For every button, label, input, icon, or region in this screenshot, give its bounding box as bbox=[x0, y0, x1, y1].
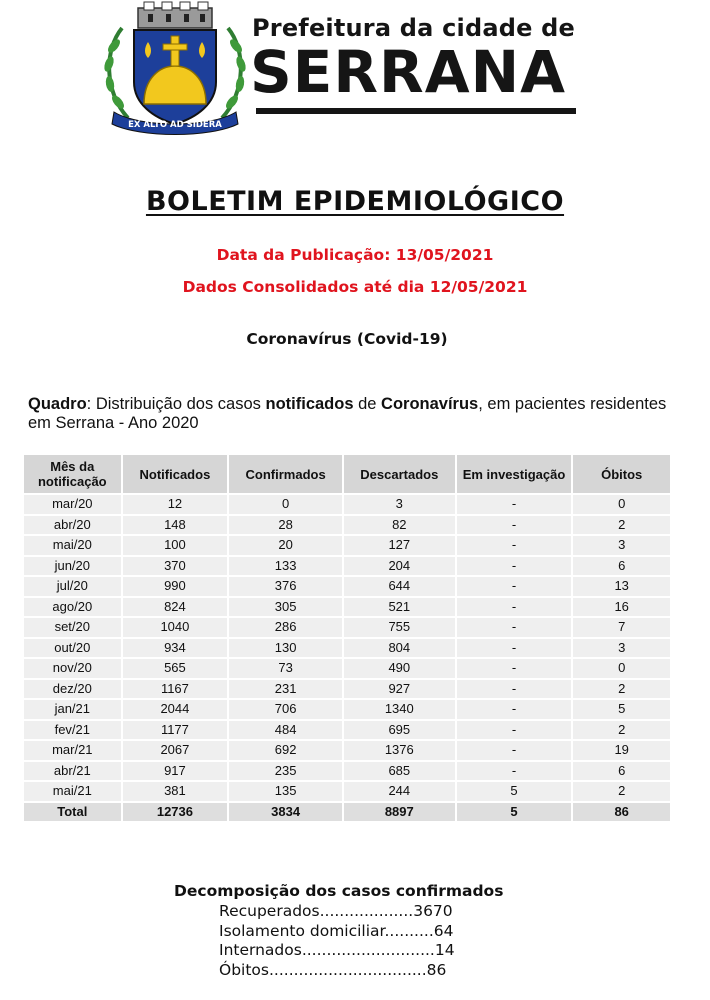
table-row bbox=[24, 577, 670, 596]
total-cell-month: Total bbox=[24, 803, 121, 822]
subject-heading: Coronavírus (Covid-19) bbox=[246, 330, 448, 348]
cell-notified: 2067 bbox=[123, 741, 228, 760]
cell-notified: 370 bbox=[123, 557, 228, 576]
table-row bbox=[24, 618, 670, 637]
cell-under-investigation: - bbox=[457, 741, 572, 760]
cell-month: jul/20 bbox=[24, 577, 121, 596]
cell-month: mai/20 bbox=[24, 536, 121, 555]
cell-confirmed: 231 bbox=[229, 680, 342, 699]
decomposition-item-home-isolation: Isolamento domiciliar..........64 bbox=[219, 921, 454, 940]
cell-deaths: 2 bbox=[573, 782, 670, 801]
cell-deaths: 0 bbox=[573, 495, 670, 514]
cases-table bbox=[22, 453, 672, 823]
cell-discarded: 127 bbox=[344, 536, 455, 555]
cell-discarded: 204 bbox=[344, 557, 455, 576]
total-cell-deaths: 86 bbox=[573, 803, 670, 822]
cell-deaths: 13 bbox=[573, 577, 670, 596]
cell-under-investigation: 5 bbox=[457, 782, 572, 801]
cell-under-investigation: - bbox=[457, 721, 572, 740]
cell-under-investigation: - bbox=[457, 680, 572, 699]
cell-confirmed: 305 bbox=[229, 598, 342, 617]
cell-month: fev/21 bbox=[24, 721, 121, 740]
cell-confirmed: 706 bbox=[229, 700, 342, 719]
consolidated-date: Dados Consolidados até dia 12/05/2021 bbox=[182, 278, 528, 296]
header-underline-bar bbox=[256, 108, 576, 114]
cell-discarded: 490 bbox=[344, 659, 455, 678]
cell-deaths: 3 bbox=[573, 536, 670, 555]
caption-text-1: : Distribuição dos casos bbox=[86, 395, 266, 413]
total-cell-notified: 12736 bbox=[123, 803, 228, 822]
cell-notified: 1177 bbox=[123, 721, 228, 740]
table-row bbox=[24, 639, 670, 658]
cell-discarded: 82 bbox=[344, 516, 455, 535]
cell-discarded: 521 bbox=[344, 598, 455, 617]
crest-motto: EX ALTO AD SIDERA bbox=[128, 120, 222, 130]
document-title: BOLETIM EPIDEMIOLÓGICO bbox=[145, 186, 565, 217]
cell-notified: 990 bbox=[123, 577, 228, 596]
cell-confirmed: 135 bbox=[229, 782, 342, 801]
cell-discarded: 695 bbox=[344, 721, 455, 740]
caption-bold-1: notificados bbox=[265, 395, 354, 413]
city-crest-logo bbox=[100, 0, 250, 135]
table-row bbox=[24, 721, 670, 740]
cell-confirmed: 692 bbox=[229, 741, 342, 760]
cell-under-investigation: - bbox=[457, 577, 572, 596]
cell-notified: 12 bbox=[123, 495, 228, 514]
column-header-notified: Notificados bbox=[123, 455, 228, 493]
total-cell-under-investigation: 5 bbox=[457, 803, 572, 822]
cell-confirmed: 130 bbox=[229, 639, 342, 658]
cell-deaths: 3 bbox=[573, 639, 670, 658]
decomposition-list bbox=[219, 902, 534, 980]
cell-notified: 824 bbox=[123, 598, 228, 617]
cell-confirmed: 133 bbox=[229, 557, 342, 576]
cell-month: dez/20 bbox=[24, 680, 121, 699]
table-row bbox=[24, 762, 670, 781]
cell-under-investigation: - bbox=[457, 557, 572, 576]
cell-confirmed: 20 bbox=[229, 536, 342, 555]
cell-notified: 1167 bbox=[123, 680, 228, 699]
cell-month: abr/20 bbox=[24, 516, 121, 535]
cell-deaths: 2 bbox=[573, 516, 670, 535]
cell-notified: 2044 bbox=[123, 700, 228, 719]
cell-discarded: 804 bbox=[344, 639, 455, 658]
cell-notified: 148 bbox=[123, 516, 228, 535]
cell-deaths: 2 bbox=[573, 680, 670, 699]
cell-discarded: 1376 bbox=[344, 741, 455, 760]
cell-discarded: 1340 bbox=[344, 700, 455, 719]
header bbox=[100, 0, 580, 140]
caption-text-3: , em pacientes residentes em Serrana - Ano 2020 bbox=[28, 395, 667, 432]
cell-under-investigation: - bbox=[457, 516, 572, 535]
cell-month: jun/20 bbox=[24, 557, 121, 576]
cell-notified: 565 bbox=[123, 659, 228, 678]
column-header-under-investigation: Em investigação bbox=[457, 455, 572, 493]
cell-notified: 934 bbox=[123, 639, 228, 658]
cell-discarded: 755 bbox=[344, 618, 455, 637]
cell-discarded: 244 bbox=[344, 782, 455, 801]
cell-discarded: 685 bbox=[344, 762, 455, 781]
caption-label: Quadro bbox=[28, 395, 87, 413]
cell-month: mar/20 bbox=[24, 495, 121, 514]
column-header-discarded: Descartados bbox=[344, 455, 455, 493]
table-row bbox=[24, 659, 670, 678]
cell-month: set/20 bbox=[24, 618, 121, 637]
header-city-name: SERRANA bbox=[250, 38, 567, 106]
header-line-1: Prefeitura da cidade de bbox=[252, 14, 576, 42]
table-row bbox=[24, 782, 670, 801]
cell-confirmed: 286 bbox=[229, 618, 342, 637]
cell-under-investigation: - bbox=[457, 598, 572, 617]
cell-deaths: 6 bbox=[573, 762, 670, 781]
cell-month: mai/21 bbox=[24, 782, 121, 801]
cell-under-investigation: - bbox=[457, 495, 572, 514]
cell-deaths: 5 bbox=[573, 700, 670, 719]
cell-under-investigation: - bbox=[457, 659, 572, 678]
table-total-row bbox=[24, 803, 670, 822]
column-header-deaths: Óbitos bbox=[573, 455, 670, 493]
total-cell-discarded: 8897 bbox=[344, 803, 455, 822]
cell-confirmed: 0 bbox=[229, 495, 342, 514]
cell-deaths: 7 bbox=[573, 618, 670, 637]
cell-month: nov/20 bbox=[24, 659, 121, 678]
table-row bbox=[24, 680, 670, 699]
cell-month: ago/20 bbox=[24, 598, 121, 617]
cell-notified: 917 bbox=[123, 762, 228, 781]
cell-confirmed: 376 bbox=[229, 577, 342, 596]
cell-notified: 381 bbox=[123, 782, 228, 801]
cell-deaths: 6 bbox=[573, 557, 670, 576]
table-row bbox=[24, 741, 670, 760]
cell-confirmed: 235 bbox=[229, 762, 342, 781]
decomposition-section bbox=[174, 882, 534, 980]
cell-under-investigation: - bbox=[457, 639, 572, 658]
decomposition-item-deaths: Óbitos................................86 bbox=[219, 960, 447, 979]
cell-under-investigation: - bbox=[457, 762, 572, 781]
table-header-row bbox=[24, 455, 670, 493]
publication-date: Data da Publicação: 13/05/2021 bbox=[216, 246, 494, 264]
table-caption bbox=[28, 395, 688, 433]
column-header-month: Mês da notificação bbox=[24, 455, 121, 493]
cell-confirmed: 73 bbox=[229, 659, 342, 678]
decomposition-item-recovered: Recuperados...................3670 bbox=[219, 902, 453, 920]
cell-deaths: 16 bbox=[573, 598, 670, 617]
cell-deaths: 0 bbox=[573, 659, 670, 678]
table-row bbox=[24, 536, 670, 555]
cell-month: out/20 bbox=[24, 639, 121, 658]
cell-month: mar/21 bbox=[24, 741, 121, 760]
caption-text-2: de bbox=[353, 395, 382, 413]
cell-notified: 100 bbox=[123, 536, 228, 555]
table-row bbox=[24, 557, 670, 576]
table-row bbox=[24, 598, 670, 617]
cell-under-investigation: - bbox=[457, 618, 572, 637]
table-row bbox=[24, 495, 670, 514]
decomposition-item-hospitalized: Internados...........................14 bbox=[219, 941, 455, 959]
cell-deaths: 2 bbox=[573, 721, 670, 740]
total-cell-confirmed: 3834 bbox=[229, 803, 342, 822]
cell-notified: 1040 bbox=[123, 618, 228, 637]
cell-deaths: 19 bbox=[573, 741, 670, 760]
cell-month: abr/21 bbox=[24, 762, 121, 781]
column-header-confirmed: Confirmados bbox=[229, 455, 342, 493]
cell-month: jan/21 bbox=[24, 700, 121, 719]
decomposition-title: Decomposição dos casos confirmados bbox=[174, 882, 504, 900]
caption-bold-2: Coronavírus bbox=[381, 395, 479, 413]
table-row bbox=[24, 516, 670, 535]
cell-confirmed: 484 bbox=[229, 721, 342, 740]
cell-discarded: 644 bbox=[344, 577, 455, 596]
cell-confirmed: 28 bbox=[229, 516, 342, 535]
cell-discarded: 927 bbox=[344, 680, 455, 699]
cell-under-investigation: - bbox=[457, 536, 572, 555]
table-row bbox=[24, 700, 670, 719]
cell-discarded: 3 bbox=[344, 495, 455, 514]
cell-under-investigation: - bbox=[457, 700, 572, 719]
